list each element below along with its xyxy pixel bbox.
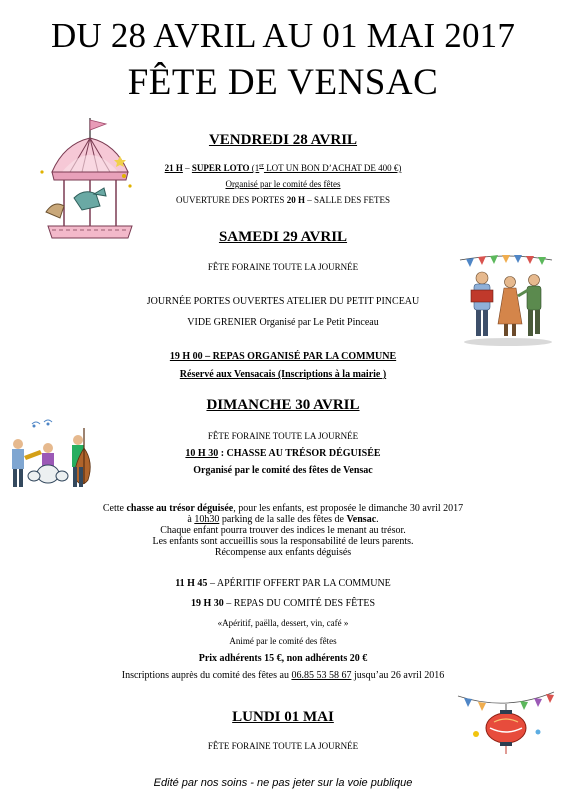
p2-b: 10h30 [194, 514, 220, 525]
dinner-time: 19 H 30 [190, 598, 224, 609]
vide-post: Organisé par Le Petit Pinceau [256, 317, 379, 328]
event-dates: DU 28 AVRIL AU 01 MAI 2017 [50, 16, 516, 55]
hunt-paragraph-3: Chaque enfant pourra trouver des indices le menant au trésor. [160, 525, 406, 536]
p1-a: Cette [102, 503, 127, 514]
hunt-paragraph-2 [0, 514, 566, 525]
loto-detail-post: LOT UN BON D’ACHAT DE 400 €) [263, 163, 402, 173]
aperitif-time: 11 H 45 [175, 578, 208, 589]
monday-fair: FÊTE FORAINE TOUTE LA JOURNÉE [207, 741, 359, 751]
friday-loto [0, 163, 566, 173]
doors-post: – SALLE DES FETES [304, 195, 390, 205]
hunt-paragraph-5: Récompense aux enfants déguisés [214, 547, 352, 558]
hunt-time: 10 H 30 [185, 448, 219, 459]
saturday-fair: FÊTE FORAINE TOUTE LA JOURNÉE [207, 262, 359, 272]
sunday-fair: FÊTE FORAINE TOUTE LA JOURNÉE [207, 431, 359, 441]
loto-name: SUPER LOTO [191, 163, 250, 173]
friday-organized: Organisé par le comité des fêtes [225, 179, 341, 189]
event-title: FÊTE DE VENSAC [127, 62, 439, 103]
loto-detail-pre: (1 [249, 163, 260, 173]
sunday-heading: DIMANCHE 30 AVRIL [206, 397, 360, 413]
sunday-aperitif [0, 578, 566, 589]
hunt-paragraph-4: Les enfants sont accueillis sous la responsabilité de leurs parents. [152, 536, 414, 547]
friday-heading: VENDREDI 28 AVRIL [208, 132, 358, 148]
hunt-paragraph-1 [0, 503, 566, 514]
loto-time: 21 H [164, 163, 183, 173]
loto-detail-sup: er [259, 163, 264, 169]
saturday-vide-grenier [0, 317, 566, 328]
sunday-registration [0, 670, 566, 681]
aperitif-text: – APÉRITIF OFFERT PAR LA COMMUNE [207, 578, 391, 589]
sunday-hunt [0, 448, 566, 459]
p2-d: Vensac [346, 514, 377, 525]
sunday-hunt-org: Organisé par le comité des fêtes de Vensac [193, 465, 373, 476]
monday-heading: LUNDI 01 MAI [232, 709, 334, 725]
sunday-dinner [0, 598, 566, 609]
vide-pre: VIDE GRENIER [187, 317, 257, 328]
dinner-text: – REPAS DU COMITÉ DES FÊTES [223, 598, 376, 609]
reg-a: Inscriptions auprès du comité des fêtes au [121, 670, 292, 681]
sunday-animated: Animé par le comité des fêtes [229, 636, 337, 646]
p2-c: parking de la salle des fêtes de [219, 514, 347, 525]
p2-a: à [187, 514, 195, 525]
p1-b: chasse au trésor déguisée [126, 503, 234, 514]
hunt-title: : CHASSE AU TRÉSOR DÉGUISÉE [218, 448, 381, 459]
p1-c: , pour les enfants, est proposée le dimanche 30 avril 2017 [233, 503, 464, 514]
p2-e: . [376, 514, 379, 525]
saturday-open-day: JOURNÉE PORTES OUVERTES ATELIER DU PETIT PINCEAU [146, 296, 420, 307]
saturday-reserved: Réservé aux Vensacais (Inscriptions à la mairie ) [179, 369, 387, 380]
reg-b: jusqu’au 26 avril 2016 [351, 670, 445, 681]
friday-doors [0, 195, 566, 205]
footer-note: Edité par nos soins - ne pas jeter sur la voie publique [153, 777, 413, 789]
saturday-heading: SAMEDI 29 AVRIL [218, 229, 348, 245]
reg-phone: 06.85 53 58 67 [291, 670, 352, 681]
sunday-menu: «Apéritif, paëlla, dessert, vin, café » [217, 618, 349, 628]
doors-time: 20 H [286, 195, 305, 205]
sunday-prices: Prix adhérents 15 €, non adhérents 20 € [198, 653, 368, 664]
loto-sep: – [182, 163, 192, 173]
doors-pre: OUVERTURE DES PORTES [176, 195, 287, 205]
saturday-meal: 19 H 00 – REPAS ORGANISÉ PAR LA COMMUNE [169, 351, 397, 362]
